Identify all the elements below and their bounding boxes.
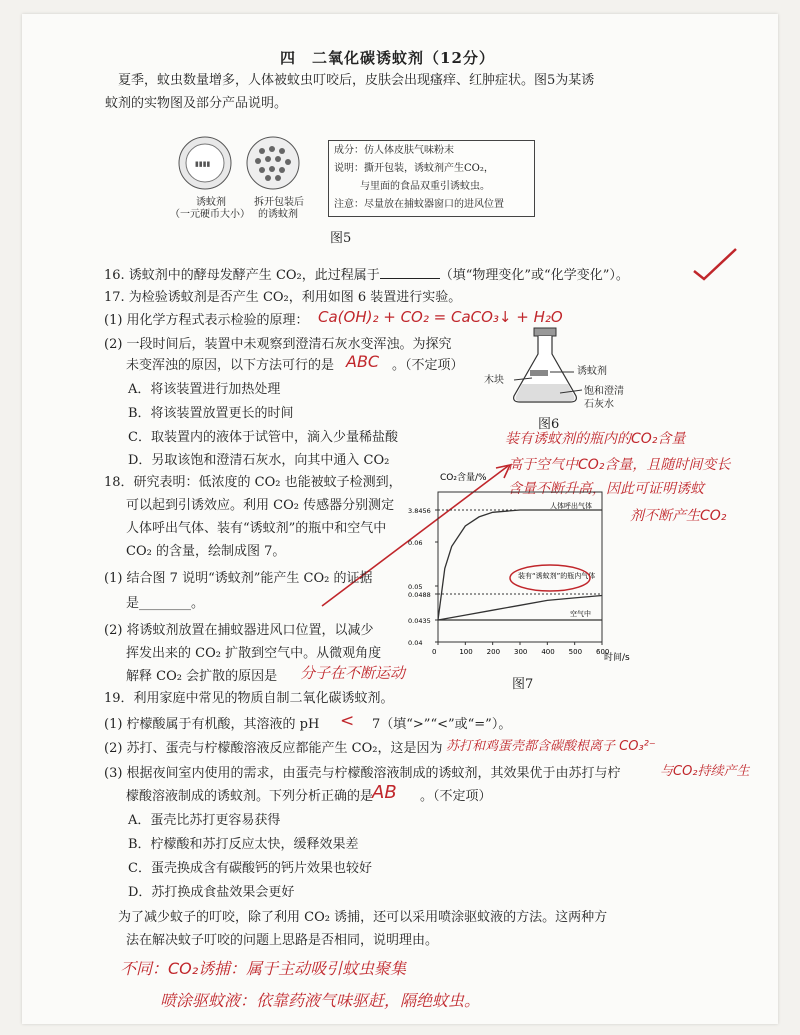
figure6-caption: 图6 (538, 417, 560, 432)
q18-hand-note-3: 含量不断升高，因此可证明诱蚊 (508, 481, 704, 497)
desc-line-2: 说明：撕开包装，诱蚊剂产生CO₂， (334, 163, 494, 174)
figure5-label: 图5 (330, 231, 352, 246)
chart-y-tick-label: 0.0435 (408, 617, 431, 625)
q19-stem: 19．利用家庭中常见的物质自制二氧化碳诱蚊剂。 (104, 691, 394, 706)
q19-final-line2: 法在解决蚊子叮咬的问题上思路是否相同，说明理由。 (126, 933, 439, 948)
q19-hand-answer-2: 喷涂驱蚊液：依靠药液气味驱赶，隔绝蚊虫。 (160, 991, 481, 1010)
chart-series-label: 空气中 (570, 610, 591, 618)
section-title: 四 二氧化碳诱蚊剂（12分） (280, 49, 495, 67)
chart-x-tick-label: 600 (596, 648, 610, 656)
chart-series-line (438, 510, 602, 620)
q18-part2-a: (2) 将诱蚊剂放置在捕蚊器进风口位置，以减少 (104, 623, 374, 638)
q17-part2-answer: ABC (346, 352, 380, 371)
q18-hand-note-4: 剂不断产生CO₂ (630, 508, 727, 524)
chart-x-tick-label: 300 (514, 648, 528, 656)
chart-xlabel: 时间/s (604, 653, 630, 663)
chart-y-tick-label: 0.05 (408, 583, 423, 591)
chart-x-tick-label: 200 (486, 648, 501, 656)
fig6-label-limewater-2: 石灰水 (584, 399, 614, 410)
figure7-caption: 图7 (512, 677, 534, 692)
q17-part2-tail: 。（不定项） (392, 358, 464, 373)
check-mark-icon (690, 245, 740, 285)
q18-line2: 可以起到引诱效应。利用 CO₂ 传感器分别测定 (126, 498, 395, 513)
q18-line3: 人体呼出气体、装有“诱蚊剂”的瓶中和空气中 (126, 521, 387, 536)
chart-x-tick-label: 0 (432, 648, 437, 656)
q18-hand-note-2: 高于空气中CO₂含量，且随时间变长 (508, 457, 731, 473)
q19-part3-a: (3) 根据夜间室内使用的需求，由蛋壳与柠檬酸溶液制成的诱蚊剂，其效果优于由苏打与柠 (104, 766, 621, 781)
chart-lines (438, 510, 602, 620)
q17-part2-line2: 未变浑浊的原因，以下方法可行的是 (126, 358, 335, 373)
chart-x-tick-label: 500 (568, 648, 583, 656)
chart-y-tick-label: 0.04 (408, 639, 423, 647)
q16-blank (380, 266, 440, 279)
figure7-chart (400, 470, 635, 670)
q17-option-a: A．将该装置进行加热处理 (128, 382, 281, 397)
q16-text: 16. 诱蚊剂中的酵母发酵产生 CO₂，此过程属于 （填“物理变化”或“化学变化”）。 (104, 268, 629, 283)
fig5-caption-2a: 拆开包装后 (254, 197, 304, 208)
q19-part3-answer: AB (372, 782, 397, 803)
q19-final-line1: 为了减少蚊子的叮咬，除了利用 CO₂ 诱捕，还可以采用喷涂驱蚊液的方法。这两种方 (118, 910, 608, 925)
fig5-caption-2b: 的诱蚊剂 (258, 209, 298, 220)
q19-part2: (2) 苏打、蛋壳与柠檬酸溶液反应都能产生 CO₂，这是因为 (104, 741, 443, 756)
chart-series-label: 装有“诱蚊剂”的瓶内气体 (518, 572, 596, 580)
q19-part1-answer: < (340, 711, 355, 731)
desc-line-1: 成分：仿人体皮肤气味粉末 (334, 145, 454, 156)
q17-option-b: B．将该装置放置更长的时间 (128, 406, 294, 421)
chart-x-tick-label: 100 (459, 648, 473, 656)
fig5-caption-1b: （一元硬币大小） (170, 209, 250, 220)
q19-part1: (1) 柠檬酸属于有机酸，其溶液的 pH (104, 717, 320, 732)
q19-part3-tail: 。（不定项） (420, 789, 492, 804)
q18-part2-answer: 分子在不断运动 (300, 664, 406, 682)
q19-option-b: B．柠檬酸和苏打反应太快，缓释效果差 (128, 837, 359, 852)
q19-hand-answer-1: 不同：CO₂诱捕：属于主动吸引蚊虫聚集 (120, 959, 407, 978)
q17-part1: (1) 用化学方程式表示检验的原理： (104, 313, 309, 328)
q17-option-d: D．另取该饱和澄清石灰水，向其中通入 CO₂ (128, 453, 390, 468)
q19-part1-tail: 7（填“>”“<”或“=”）。 (372, 717, 512, 732)
chart-y-tick-label: 0.06 (408, 539, 423, 547)
figure5-images (178, 135, 308, 195)
q19-option-c: C．蛋壳换成含有碳酸钙的钙片效果也较好 (128, 861, 372, 876)
q18-part1-b: 是________。 (126, 596, 205, 611)
q18-line1: 18．研究表明：低浓度的 CO₂ 也能被蚊子检测到， (104, 475, 402, 490)
q17-stem: 17. 为检验诱蚊剂是否产生 CO₂，利用如图 6 装置进行实验。 (104, 290, 462, 305)
desc-line-4: 注意：尽量放在捕蚊器窗口的进风位置 (334, 199, 504, 210)
chart-series-label: 人体呼出气体 (550, 502, 592, 510)
lure-packet-image (179, 137, 231, 189)
q18-part2-c: 解释 CO₂ 会扩散的原因是 (126, 669, 278, 684)
intro-line-2: 蚊剂的实物图及部分产品说明。 (105, 96, 288, 111)
chart-y-tick-label: 3.8456 (408, 507, 431, 515)
chart-x-tick-label: 400 (541, 648, 555, 656)
q19-option-d: D．苏打换成食盐效果会更好 (128, 885, 295, 900)
fig6-label-limewater-1: 饱和澄清 (584, 386, 624, 397)
q19-part2-answer: 苏打和鸡蛋壳都含碳酸根离子 CO₃²⁻ (446, 739, 656, 754)
fig5-caption-1a: 诱蚊剂 (196, 197, 226, 208)
fig6-label-lure: 诱蚊剂 (577, 366, 607, 377)
desc-line-3: 与里面的食品双重引诱蚊虫。 (360, 181, 490, 192)
q18-line4: CO₂ 的含量，绘制成图 7。 (126, 544, 286, 559)
q17-part1-answer: Ca(OH)₂ + CO₂ = CaCO₃↓ + H₂O (318, 308, 563, 326)
q18-part1-a: (1) 结合图 7 说明“诱蚊剂”能产生 CO₂ 的证据 (104, 571, 373, 586)
q18-hand-note-1: 装有诱蚊剂的瓶内的CO₂含量 (505, 431, 686, 447)
opened-lure-image (247, 137, 299, 189)
intro-line-1: 夏季，蚊虫数量增多，人体被蚊虫叮咬后，皮肤会出现瘙痒、红肿症状。图5为某诱 (118, 73, 595, 88)
q19-part3-a-answer: 与CO₂持续产生 (660, 764, 750, 779)
q17-part2-line1: (2) 一段时间后，装置中未观察到澄清石灰水变浑浊。为探究 (104, 337, 452, 352)
q18-part2-b: 挥发出来的 CO₂ 扩散到空气中。从微观角度 (126, 646, 382, 661)
q17-option-c: C．取装置内的液体于试管中，滴入少量稀盐酸 (128, 430, 398, 445)
fig6-label-wood: 木块 (484, 375, 504, 386)
q19-option-a: A．蛋壳比苏打更容易获得 (128, 813, 281, 828)
chart-y-tick-label: 0.0488 (408, 591, 431, 599)
q19-part3-b: 檬酸溶液制成的诱蚊剂。下列分析正确的是 (126, 789, 374, 804)
chart-ylabel: CO₂含量/% (440, 473, 487, 483)
svg-text:▮▮▮▮: ▮▮▮▮ (195, 160, 211, 168)
